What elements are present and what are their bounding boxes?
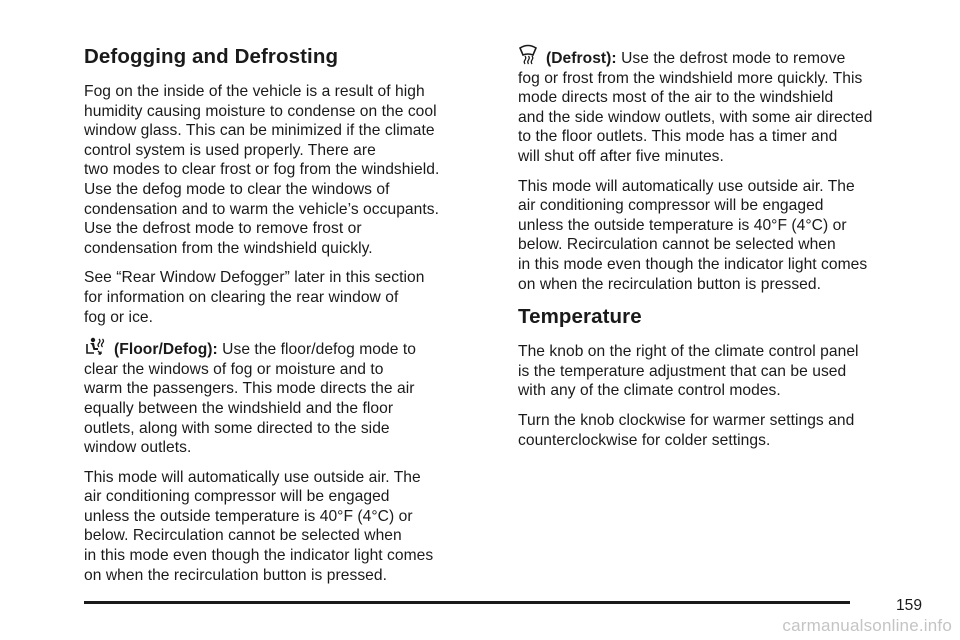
right-column	[518, 44, 926, 460]
defrost-paragraph	[518, 44, 926, 167]
section-heading-temperature: Temperature	[518, 305, 642, 329]
left-column	[84, 44, 492, 595]
floor-defog-icon	[84, 337, 106, 357]
footer-rule	[84, 601, 850, 604]
outside-air-paragraph: This mode will automatically use outside air. The air conditioning compressor will be engaged unless the outside temperature is 40°F (4°C) or below. Recirculation cannot be selected when in this mode even though the indicator light comes on when the recirculation button is pressed.	[84, 468, 434, 584]
section-heading-defogging: Defogging and Defrosting	[84, 45, 339, 68]
watermark: carmanualsonline.info	[782, 616, 952, 635]
temperature-direction-paragraph: Turn the knob clockwise for warmer settings and counterclockwise for colder settings.	[518, 411, 855, 449]
rear-defogger-reference-paragraph: See “Rear Window Defogger” later in this section for information on clearing the rear window of fog or ice.	[84, 269, 425, 326]
floor-defog-label: (Floor/Defog):	[114, 341, 218, 359]
page-number: 159	[896, 597, 923, 614]
intro-paragraph: Fog on the inside of the vehicle is a result of high humidity causing moisture to condense on the cool window glass. This can be minimized if the climate control system is used properly. There are two modes to clear frost or fog from the windshield. Use the defog mode to clear the windows of condensation and to warm the vehicle’s occupants. Use the defrost mode to remove frost or condensation from the windshield quickly.	[84, 83, 440, 257]
defrost-label: (Defrost):	[546, 50, 617, 67]
defrost-outside-air-paragraph: This mode will automatically use outside air. The air conditioning compressor will be engaged unless the outside temperature is 40°F (4°C) or below. Recirculation cannot be selected when in this mode even though the indicator light comes on when the recirculation button is pressed.	[518, 177, 868, 293]
floor-defog-text: Use the floor/defog mode to clear the windows of fog or moisture and to warm the passengers. This mode directs the air equally between the windshield and the floor outlets, along with some directed to the side window outlets.	[84, 341, 416, 457]
temperature-knob-paragraph: The knob on the right of the climate control panel is the temperature adjustment that can be used with any of the climate control modes.	[518, 343, 859, 400]
defrost-icon	[518, 44, 538, 66]
defrost-text: Use the defrost mode to remove fog or frost from the windshield more quickly. This mode directs most of the air to the windshield and the side window outlets, with some air directed to the floor outlets. This mode has a timer and will shut off after five minutes.	[518, 50, 873, 165]
floor-defog-paragraph	[84, 337, 492, 458]
